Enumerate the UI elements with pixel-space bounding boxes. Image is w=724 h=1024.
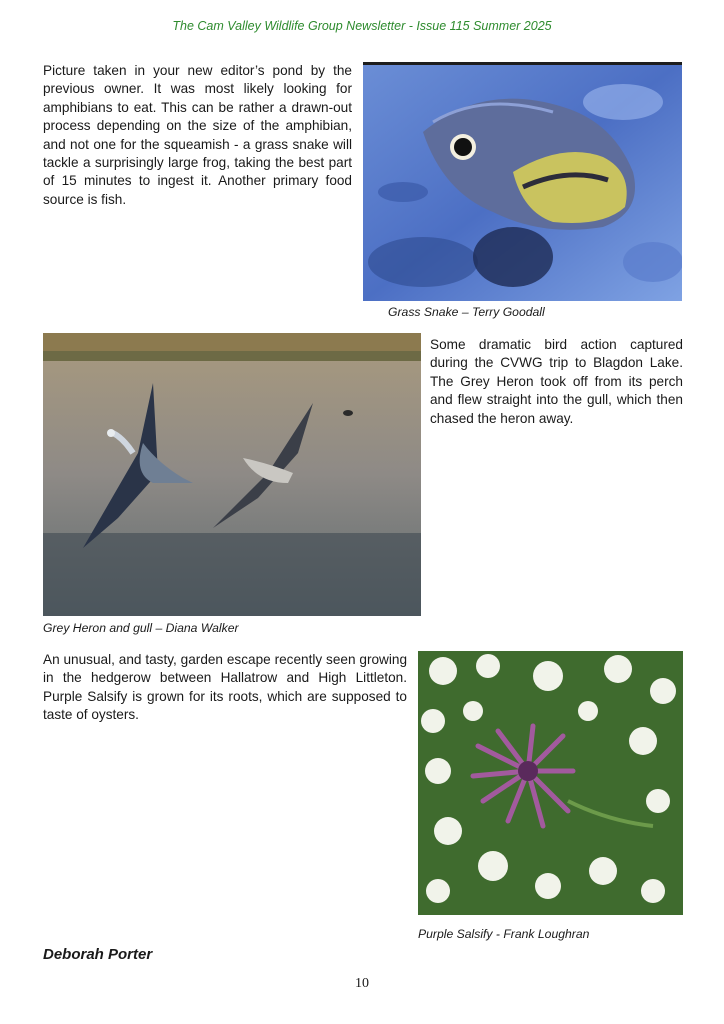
heron-caption: Grey Heron and gull – Diana Walker [43, 621, 239, 635]
author-signature: Deborah Porter [43, 946, 153, 963]
purple-salsify-photo [418, 651, 683, 915]
salsify-paragraph: An unusual, and tasty, garden escape recently seen growing in the hedgerow between Hallatrow and High Littleton. Purple Salsify is grown for its roots, which are supposed to taste of oysters. [43, 652, 407, 723]
newsletter-header: The Cam Valley Wildlife Group Newsletter - Issue 115 Summer 2025 [172, 19, 552, 33]
page-number: 10 [355, 976, 369, 991]
grass-snake-photo [363, 62, 682, 301]
snake-caption: Grass Snake – Terry Goodall [388, 305, 545, 319]
heron-gull-photo [43, 333, 421, 616]
snake-paragraph: Picture taken in your new editor’s pond by the previous owner. It was most likely looking for amphibians to eat. This can be rather a drawn-out process depending on the size of the amphibian, and not one for the squeamish - a grass snake will tackle a surprisingly large frog, taking the best part of 15 minutes to ingest it. Another primary food source is fish. [43, 63, 352, 207]
salsify-caption: Purple Salsify - Frank Loughran [418, 927, 590, 941]
heron-paragraph: Some dramatic bird action captured during the CVWG trip to Blagdon Lake. The Grey Heron took off from its perch and flew straight into the gull, which then chased the heron away. [430, 337, 683, 426]
